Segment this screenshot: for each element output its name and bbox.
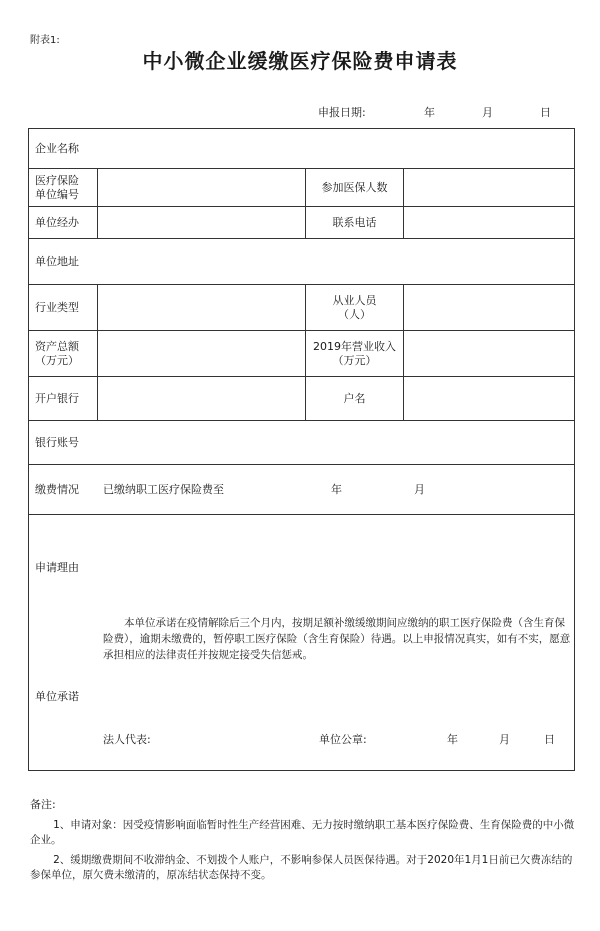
insurance-number-field[interactable] bbox=[98, 169, 306, 207]
address-label: 单位地址 bbox=[29, 239, 575, 285]
remarks-title: 备注: bbox=[30, 798, 56, 811]
insured-count-label: 参加医保人数 bbox=[306, 169, 404, 207]
table-row bbox=[29, 331, 575, 377]
total-assets-label: 资产总额 （万元） bbox=[29, 331, 98, 377]
remark-item-2: 2、缓期缴费期间不收滞纳金、不划拨个人账户，不影响参保人员医保待遇。对于2020年1月1日前已欠费冻结的参保单位，原欠费未缴清的，原冻结状态保持不变。 bbox=[30, 854, 573, 881]
employees-label: 从业人员 （人） bbox=[306, 285, 404, 331]
table-row bbox=[29, 285, 575, 331]
table-row bbox=[29, 129, 575, 169]
date-label: 申报日期: bbox=[318, 106, 366, 119]
insurance-number-label: 医疗保险 单位编号 bbox=[29, 169, 98, 207]
annex-label: 附表1: bbox=[30, 35, 60, 46]
employees-field[interactable] bbox=[404, 285, 575, 331]
account-name-field[interactable] bbox=[404, 377, 575, 421]
table-row bbox=[29, 239, 575, 285]
account-name-label: 户名 bbox=[306, 377, 404, 421]
legal-rep-label: 法人代表: bbox=[103, 733, 151, 746]
table-row bbox=[29, 377, 575, 421]
industry-field[interactable] bbox=[98, 285, 306, 331]
table-row bbox=[29, 169, 575, 207]
reason-promise-cell bbox=[29, 515, 575, 771]
handler-label: 单位经办 bbox=[29, 207, 98, 239]
sig-day-label: 日 bbox=[544, 733, 555, 746]
revenue-2019-label: 2019年营业收入 （万元） bbox=[306, 331, 404, 377]
promise-text: 本单位承诺在疫情解除后三个月内，按期足额补缴缓缴期间应缴纳的职工医疗保险费（含生育保险费），逾期未缴费的，暂停职工医疗保险（含生育保险）待遇。以上申报情况真实，如有不实，愿意承担相应的法律责任并按规定接受失信惩戒。 bbox=[103, 617, 571, 661]
handler-field[interactable] bbox=[98, 207, 306, 239]
fee-paid-until-label: 已缴纳职工医疗保险费至 bbox=[103, 482, 224, 496]
promise-label: 单位承诺 bbox=[35, 690, 79, 703]
company-name-label: 企业名称 bbox=[29, 129, 575, 169]
fee-status-cell bbox=[29, 465, 575, 515]
date-day-label: 日 bbox=[540, 106, 551, 119]
seal-label: 单位公章: bbox=[319, 733, 367, 746]
bank-field[interactable] bbox=[98, 377, 306, 421]
table-row bbox=[29, 207, 575, 239]
fee-status-label: 缴费情况 bbox=[35, 482, 79, 496]
sig-month-label: 月 bbox=[499, 733, 510, 746]
fee-year-label: 年 bbox=[331, 482, 342, 496]
table-row bbox=[29, 421, 575, 465]
table-row bbox=[29, 515, 575, 771]
phone-label: 联系电话 bbox=[306, 207, 404, 239]
date-year-label: 年 bbox=[424, 106, 435, 119]
phone-field[interactable] bbox=[404, 207, 575, 239]
page-title: 中小微企业缓缴医疗保险费申请表 bbox=[142, 49, 458, 73]
remark-item-1: 1、申请对象：因受疫情影响面临暂时性生产经营困难、无力按时缴纳职工基本医疗保险费、生育保险费的中小微企业。 bbox=[30, 819, 575, 846]
date-month-label: 月 bbox=[482, 106, 493, 119]
reason-label: 申请理由 bbox=[35, 561, 79, 574]
insured-count-field[interactable] bbox=[404, 169, 575, 207]
bank-label: 开户银行 bbox=[29, 377, 98, 421]
bank-account-label: 银行账号 bbox=[29, 421, 575, 465]
application-form-table bbox=[28, 128, 575, 771]
industry-label: 行业类型 bbox=[29, 285, 98, 331]
revenue-2019-field[interactable] bbox=[404, 331, 575, 377]
total-assets-field[interactable] bbox=[98, 331, 306, 377]
table-row bbox=[29, 465, 575, 515]
fee-month-label: 月 bbox=[414, 482, 425, 496]
sig-year-label: 年 bbox=[447, 733, 458, 746]
